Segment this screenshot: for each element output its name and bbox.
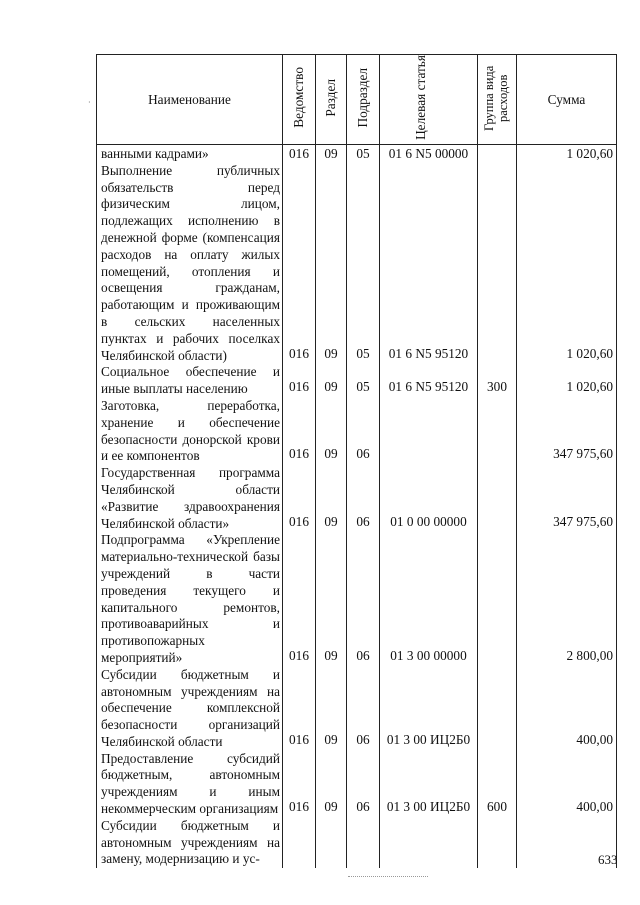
row-name: Выполнение публичных обязательств перед физическим лицом, подлежащих исполнению в денежной форме (компенсация расходов на оплату жилых помещений, отопления и освещения гражданам, работающим и проживающим в сельских населенных пунктах и рабочих поселках Челябинской области) <box>97 163 283 365</box>
row-celevaya <box>380 818 478 868</box>
row-name: Социальное обеспечение и иные выплаты населению <box>97 364 283 398</box>
row-celevaya: 01 6 N5 95120 <box>380 364 478 398</box>
table-header-row <box>97 55 617 145</box>
row-vedomstvo: 016 <box>283 532 316 666</box>
row-gruppa <box>478 465 517 532</box>
row-vedomstvo: 016 <box>283 465 316 532</box>
row-razdel <box>316 818 347 868</box>
row-name: Заготовка, переработка, хранение и обеспечение безопасности донорской крови и ее компонентов <box>97 398 283 465</box>
table-row <box>97 667 617 751</box>
row-razdel: 09 <box>316 751 347 818</box>
row-gruppa: 600 <box>478 751 517 818</box>
row-razdel: 09 <box>316 398 347 465</box>
row-celevaya <box>380 398 478 465</box>
row-podrazdel: 05 <box>347 145 380 163</box>
row-summa: 347 975,60 <box>517 465 617 532</box>
scan-line <box>348 876 428 877</box>
row-name: Подпрограмма «Укрепление материально-технической базы учреждений в части проведения текущего и капитального ремонтов, противоаварийных и противопожарных мероприятий» <box>97 532 283 666</box>
table-row <box>97 818 617 868</box>
row-summa: 1 020,60 <box>517 145 617 163</box>
row-summa: 400,00 <box>517 751 617 818</box>
row-podrazdel: 05 <box>347 364 380 398</box>
header-vedomstvo: Ведомство <box>283 55 316 145</box>
row-razdel: 09 <box>316 163 347 365</box>
header-podrazdel: Подраздел <box>347 55 380 145</box>
row-name: Предоставление субсидий бюджетным, автономным учреждениям и иным некоммерческим организациям <box>97 751 283 818</box>
header-name: Наименование <box>97 55 283 145</box>
table-row <box>97 532 617 666</box>
row-gruppa <box>478 145 517 163</box>
row-razdel: 09 <box>316 364 347 398</box>
row-gruppa: 300 <box>478 364 517 398</box>
table-row <box>97 364 617 398</box>
row-razdel: 09 <box>316 145 347 163</box>
row-celevaya: 01 0 00 00000 <box>380 465 478 532</box>
row-summa: 347 975,60 <box>517 398 617 465</box>
table-row <box>97 163 617 365</box>
table-row <box>97 751 617 818</box>
table-row <box>97 465 617 532</box>
row-podrazdel: 06 <box>347 532 380 666</box>
budget-table <box>96 54 617 868</box>
row-gruppa <box>478 163 517 365</box>
row-summa: 400,00 <box>517 667 617 751</box>
row-name: ванными кадрами» <box>97 145 283 163</box>
row-gruppa <box>478 532 517 666</box>
row-gruppa <box>478 667 517 751</box>
row-razdel: 09 <box>316 532 347 666</box>
row-summa: 1 020,60 <box>517 163 617 365</box>
row-celevaya: 01 6 N5 95120 <box>380 163 478 365</box>
row-celevaya: 01 3 00 ИЦ2Б0 <box>380 751 478 818</box>
row-podrazdel <box>347 818 380 868</box>
row-vedomstvo: 016 <box>283 398 316 465</box>
row-name: Государственная программа Челябинской области «Развитие здравоохранения Челябинской области» <box>97 465 283 532</box>
scan-mark: · <box>88 98 91 107</box>
row-vedomstvo <box>283 818 316 868</box>
row-vedomstvo: 016 <box>283 667 316 751</box>
page-number: 633 <box>598 852 618 867</box>
row-vedomstvo: 016 <box>283 145 316 163</box>
row-podrazdel: 06 <box>347 398 380 465</box>
row-celevaya: 01 6 N5 00000 <box>380 145 478 163</box>
table-row <box>97 145 617 163</box>
row-razdel: 09 <box>316 667 347 751</box>
row-celevaya: 01 3 00 ИЦ2Б0 <box>380 667 478 751</box>
row-podrazdel: 06 <box>347 667 380 751</box>
row-vedomstvo: 016 <box>283 751 316 818</box>
header-gruppa: Группа вида расходов <box>478 55 517 145</box>
table-row <box>97 398 617 465</box>
row-celevaya: 01 3 00 00000 <box>380 532 478 666</box>
row-podrazdel: 06 <box>347 465 380 532</box>
row-razdel: 09 <box>316 465 347 532</box>
row-podrazdel: 06 <box>347 751 380 818</box>
row-vedomstvo: 016 <box>283 163 316 365</box>
row-gruppa <box>478 398 517 465</box>
row-summa: 2 800,00 <box>517 532 617 666</box>
header-summa: Сумма <box>517 55 617 145</box>
row-podrazdel: 05 <box>347 163 380 365</box>
row-summa: 1 020,60 <box>517 364 617 398</box>
header-celevaya: Целевая статья <box>380 55 478 145</box>
row-name: Субсидии бюджетным и автономным учреждениям на обеспечение комплексной безопасности организаций Челябинской области <box>97 667 283 751</box>
row-vedomstvo: 016 <box>283 364 316 398</box>
row-gruppa <box>478 818 517 868</box>
row-name: Субсидии бюджетным и автономным учреждениям на замену, модернизацию и ус- <box>97 818 283 868</box>
header-razdel: Раздел <box>316 55 347 145</box>
